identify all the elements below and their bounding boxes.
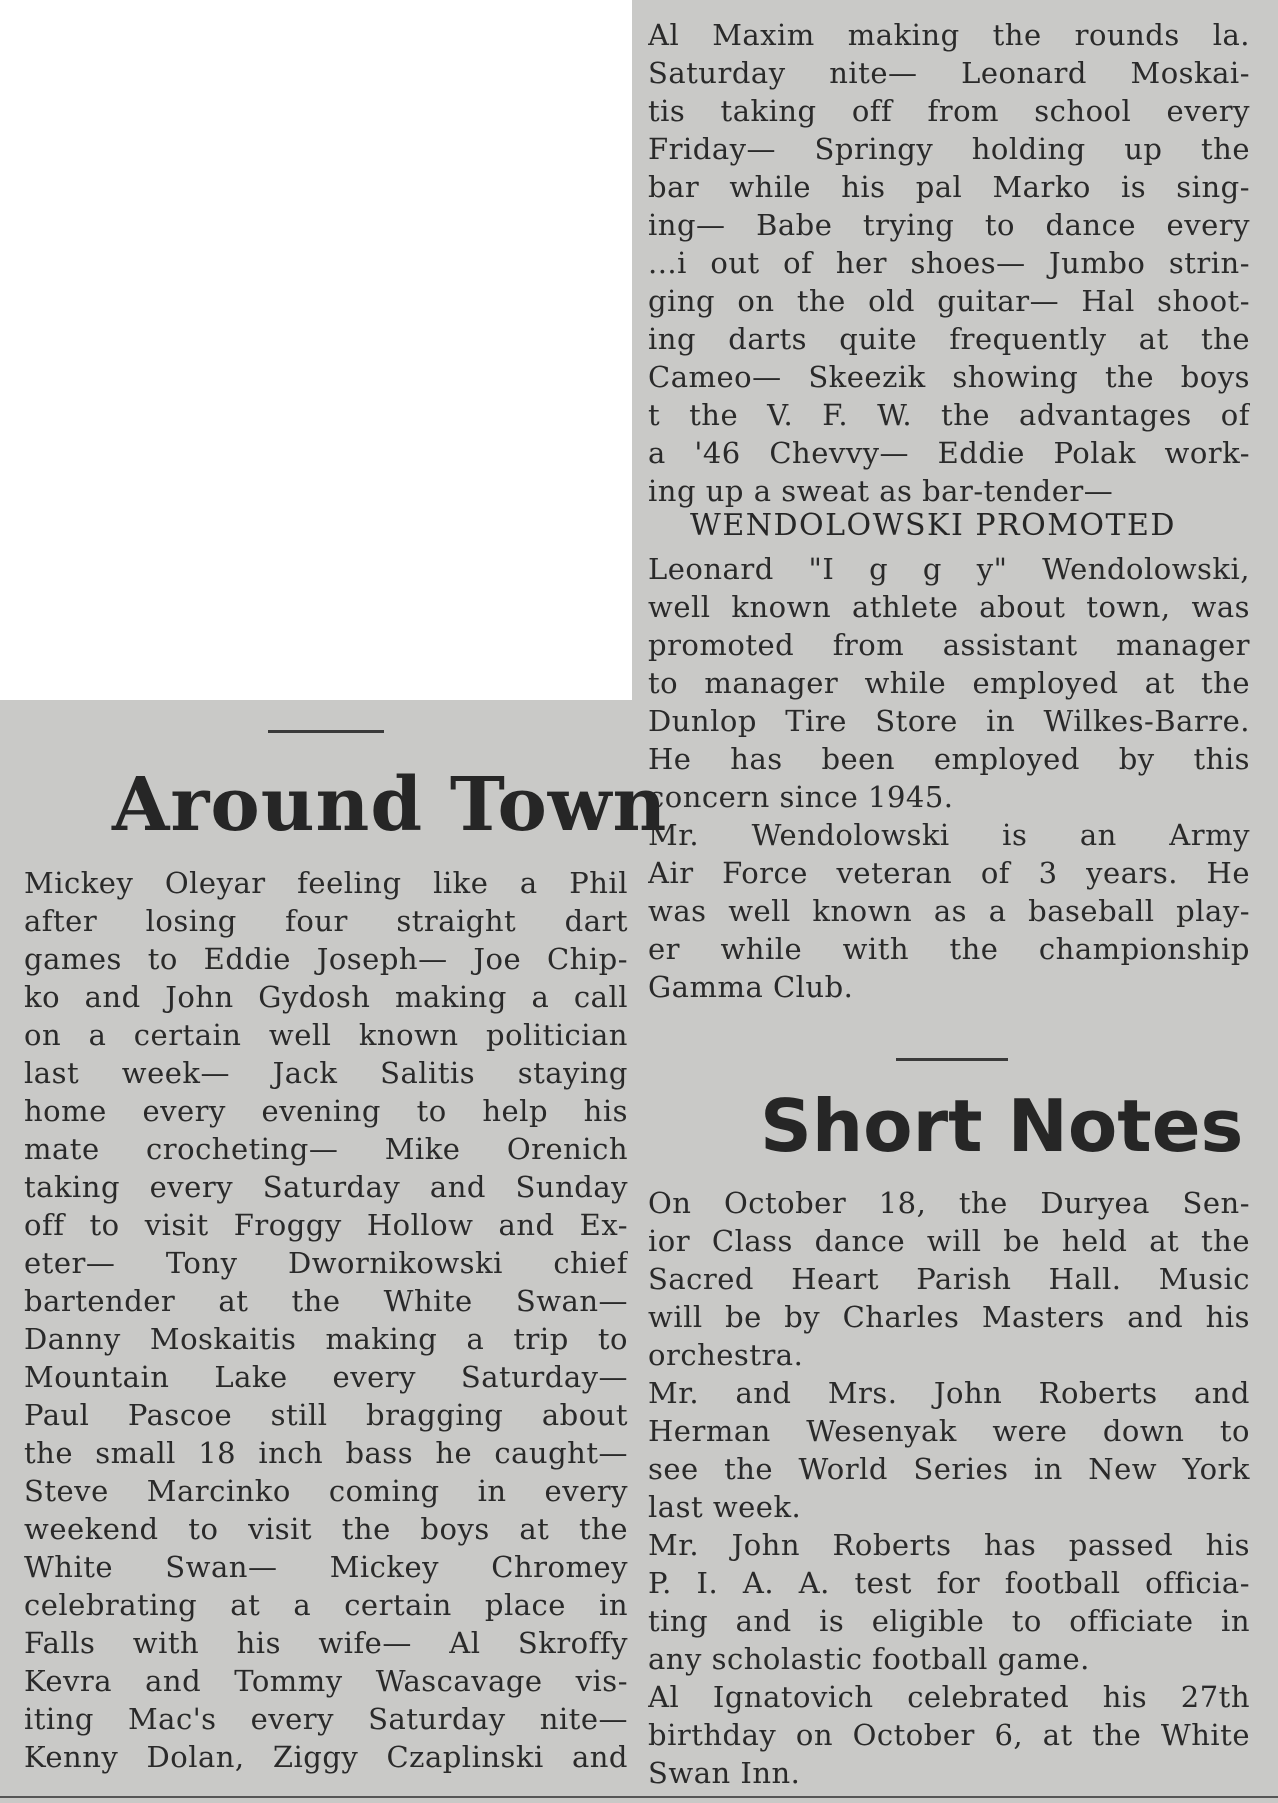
- text-line: concern since 1945.: [648, 780, 954, 814]
- text-line: a '46 Chevvy— Eddie Polak work-: [648, 436, 1250, 470]
- around-town-title: Around Town: [112, 762, 668, 848]
- text-line: mate crocheting— Mike Orenich: [24, 1132, 628, 1166]
- text-line: er while with the championship: [648, 932, 1250, 966]
- text-line: after losing four straight dart: [24, 904, 628, 938]
- text-line: see the World Series in New York: [648, 1452, 1250, 1486]
- section-rule: [896, 1058, 1008, 1061]
- text-line: Mountain Lake every Saturday—: [24, 1360, 628, 1394]
- text-line: He has been employed by this: [648, 742, 1250, 776]
- text-line: birthday on October 6, at the White: [648, 1718, 1250, 1752]
- text-line: Mr. Wendolowski is an Army: [648, 818, 1250, 852]
- text-line: On October 18, the Duryea Sen-: [648, 1186, 1250, 1220]
- text-line: Friday— Springy holding up the: [648, 132, 1250, 166]
- text-line: any scholastic football game.: [648, 1642, 1090, 1676]
- text-line: tis taking off from school every: [648, 94, 1250, 128]
- gossip-continuation: [648, 16, 1250, 510]
- page-bottom-rule: [0, 1796, 1278, 1798]
- text-line: Gamma Club.: [648, 970, 854, 1004]
- section-rule: [268, 730, 384, 733]
- text-line: ging on the old guitar— Hal shoot-: [648, 284, 1250, 318]
- text-line: Kevra and Tommy Wascavage vis-: [24, 1664, 628, 1698]
- text-line: weekend to visit the boys at the: [24, 1512, 628, 1546]
- short-notes-title: Short Notes: [760, 1084, 1244, 1168]
- text-line: Dunlop Tire Store in Wilkes-Barre.: [648, 704, 1250, 738]
- text-line: eter— Tony Dwornikowski chief: [24, 1246, 628, 1280]
- text-line: Cameo— Skeezik showing the boys: [648, 360, 1250, 394]
- text-line: ting and is eligible to officiate in: [648, 1604, 1250, 1638]
- text-line: ior Class dance will be held at the: [648, 1224, 1250, 1258]
- text-line: orchestra.: [648, 1338, 804, 1372]
- text-line: Leonard "I g g y" Wendolowski,: [648, 552, 1250, 586]
- text-line: taking every Saturday and Sunday: [24, 1170, 628, 1204]
- text-line: Mr. and Mrs. John Roberts and: [648, 1376, 1250, 1410]
- text-line: P. I. A. A. test for football officia-: [648, 1566, 1250, 1600]
- text-line: off to visit Froggy Hollow and Ex-: [24, 1208, 628, 1242]
- text-line: ing— Babe trying to dance every: [648, 208, 1250, 242]
- text-line: last week.: [648, 1490, 802, 1524]
- text-line: Mickey Oleyar feeling like a Phil: [24, 866, 628, 900]
- text-line: Kenny Dolan, Ziggy Czaplinski and: [24, 1740, 628, 1774]
- text-line: was well known as a baseball play-: [648, 894, 1250, 928]
- text-line: promoted from assistant manager: [648, 628, 1250, 662]
- text-line: ing darts quite frequently at the: [648, 322, 1250, 356]
- text-line: Sacred Heart Parish Hall. Music: [648, 1262, 1250, 1296]
- text-line: Al Ignatovich celebrated his 27th: [648, 1680, 1250, 1714]
- short-notes-column: [648, 1184, 1250, 1792]
- text-line: Air Force veteran of 3 years. He: [648, 856, 1250, 890]
- text-line: games to Eddie Joseph— Joe Chip-: [24, 942, 628, 976]
- text-line: the small 18 inch bass he caught—: [24, 1436, 628, 1470]
- text-line: iting Mac's every Saturday nite—: [24, 1702, 628, 1736]
- text-line: well known athlete about town, was: [648, 590, 1250, 624]
- text-line: Steve Marcinko coming in every: [24, 1474, 628, 1508]
- text-line: home every evening to help his: [24, 1094, 628, 1128]
- text-line: Saturday nite— Leonard Moskai-: [648, 56, 1250, 90]
- text-line: last week— Jack Salitis staying: [24, 1056, 628, 1090]
- text-line: bartender at the White Swan—: [24, 1284, 628, 1318]
- newsprint-seam: [0, 700, 640, 710]
- text-line: will be by Charles Masters and his: [648, 1300, 1250, 1334]
- text-line: Herman Wesenyak were down to: [648, 1414, 1250, 1448]
- text-line: to manager while employed at the: [648, 666, 1250, 700]
- wendolowski-article: [648, 550, 1250, 1006]
- text-line: ...i out of her shoes— Jumbo strin-: [648, 246, 1250, 280]
- text-line: White Swan— Mickey Chromey: [24, 1550, 628, 1584]
- text-line: t the V. F. W. the advantages of: [648, 398, 1250, 432]
- wendolowski-heading: WENDOLOWSKI PROMOTED: [690, 508, 1176, 543]
- text-line: Falls with his wife— Al Skroffy: [24, 1626, 628, 1660]
- text-line: ko and John Gydosh making a call: [24, 980, 628, 1014]
- text-line: Swan Inn.: [648, 1756, 801, 1790]
- text-line: Paul Pascoe still bragging about: [24, 1398, 628, 1432]
- text-line: Mr. John Roberts has passed his: [648, 1528, 1250, 1562]
- around-town-column: [24, 864, 628, 1776]
- text-line: celebrating at a certain place in: [24, 1588, 628, 1622]
- text-line: bar while his pal Marko is sing-: [648, 170, 1250, 204]
- text-line: Al Maxim making the rounds la.: [648, 18, 1250, 52]
- text-line: on a certain well known politician: [24, 1018, 628, 1052]
- text-line: Danny Moskaitis making a trip to: [24, 1322, 628, 1356]
- text-line: ing up a sweat as bar-tender—: [648, 474, 1114, 508]
